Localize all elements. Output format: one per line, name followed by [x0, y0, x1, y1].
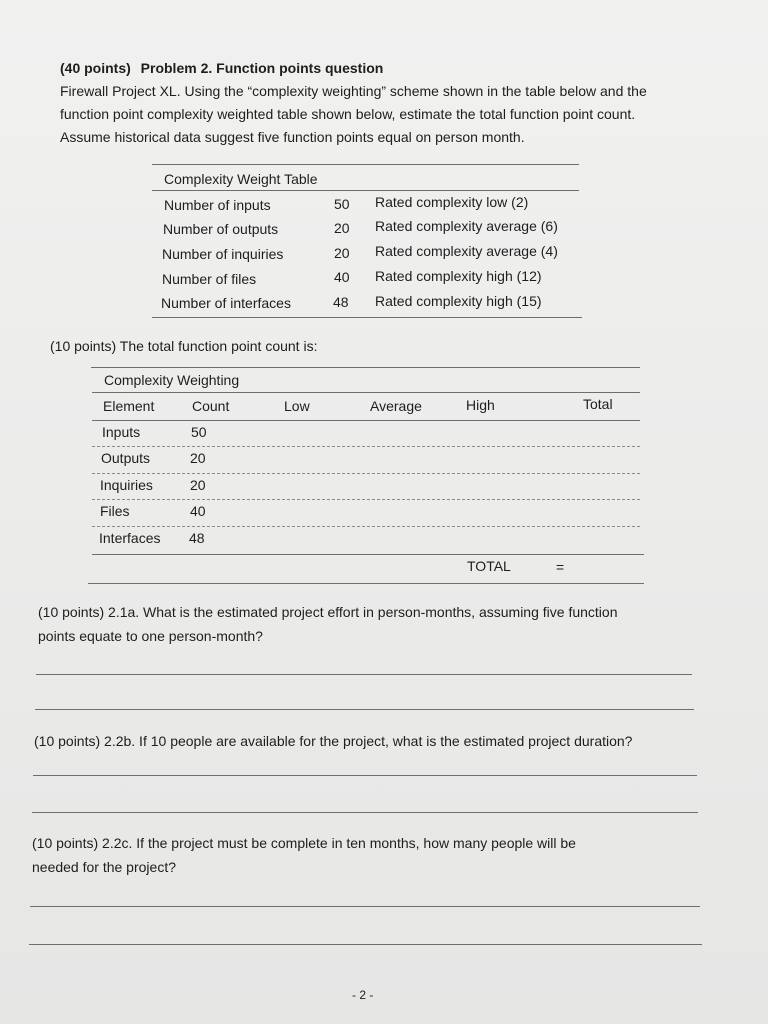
problem-line-1: Firewall Project XL. Using the “complexity weighting” scheme shown in the table below and the: [60, 83, 647, 99]
weight-row-rating: Rated complexity high (12): [375, 268, 542, 284]
weight-row-value: 50: [334, 196, 350, 212]
row-divider: [92, 473, 640, 474]
fp-header-rule: [92, 420, 640, 421]
answer-line-2-1a-1: [36, 674, 692, 675]
weight-row-value: 20: [334, 220, 350, 236]
fp-row-count: 48: [189, 530, 205, 546]
answer-line-2-2c-1: [30, 906, 700, 907]
fp-row-element: Inputs: [102, 424, 141, 440]
question-2-1a-line-2: points equate to one person-month?: [38, 628, 263, 644]
question-total-fp: (10 points) The total function point count is:: [50, 338, 318, 354]
problem-line-2: function point complexity weighted table shown below, estimate the total function point count.: [60, 106, 636, 122]
fp-caption-rule: [92, 392, 640, 393]
problem-heading: [60, 57, 383, 79]
fp-row-count: 40: [190, 503, 206, 519]
fp-row-element: Outputs: [101, 450, 151, 466]
fp-table-bottom-rule: [88, 583, 644, 584]
row-divider: [92, 526, 640, 527]
question-2-1a-line-1: (10 points) 2.1a. What is the estimated project effort in person-months, assuming five function: [38, 604, 618, 620]
fp-row-count: 50: [191, 424, 207, 440]
weight-row-label: Number of interfaces: [161, 295, 291, 311]
fp-row-count: 20: [190, 477, 206, 493]
problem-line-3: Assume historical data suggest five function points equal on person month.: [60, 129, 525, 145]
col-header-low: Low: [284, 398, 310, 414]
weight-row-label: Number of inputs: [164, 197, 271, 213]
weight-row-label: Number of files: [162, 271, 257, 287]
weight-table-header: Complexity Weight Table: [164, 171, 318, 187]
weight-row-rating: Rated complexity low (2): [375, 194, 529, 210]
answer-line-2-2b-1: [33, 775, 697, 776]
weight-row-rating: Rated complexity high (15): [375, 293, 542, 309]
weight-row-value: 20: [334, 245, 350, 261]
problem-points: (40 points): [60, 60, 131, 76]
row-divider: [92, 499, 640, 500]
fp-row-element: Files: [100, 503, 130, 519]
answer-line-2-2c-2: [29, 944, 702, 945]
question-2-2b: (10 points) 2.2b. If 10 people are available for the project, what is the estimated project duration?: [34, 733, 633, 749]
problem-title: Problem 2. Function points question: [140, 60, 384, 76]
fp-row-element: Inquiries: [100, 477, 153, 493]
col-header-count: Count: [192, 398, 230, 414]
weight-row-label: Number of outputs: [163, 221, 279, 237]
question-2-2c-line-2: needed for the project?: [32, 859, 176, 875]
answer-line-2-1a-2: [35, 709, 694, 710]
header-rule: [152, 190, 579, 191]
fp-body-bottom-rule: [92, 554, 644, 555]
fp-table-caption: Complexity Weighting: [104, 372, 240, 388]
answer-line-2-2b-2: [32, 812, 698, 813]
weight-row-value: 48: [333, 294, 349, 310]
col-header-element: Element: [103, 398, 155, 414]
fp-row-element: Interfaces: [99, 530, 161, 546]
page-number: - 2 -: [352, 988, 374, 1002]
total-label: TOTAL: [467, 558, 511, 574]
col-header-total: Total: [583, 396, 613, 412]
question-2-2c-line-1: (10 points) 2.2c. If the project must be complete in ten months, how many people will be: [32, 835, 576, 851]
total-equals: =: [556, 559, 565, 575]
table-bottom-rule: [152, 317, 582, 318]
col-header-high: High: [466, 397, 495, 413]
weight-row-rating: Rated complexity average (6): [375, 218, 558, 234]
col-header-average: Average: [370, 398, 422, 414]
weight-row-label: Number of inquiries: [162, 246, 284, 262]
row-divider: [92, 446, 640, 447]
fp-table-top-rule: [91, 367, 640, 368]
weight-row-rating: Rated complexity average (4): [375, 243, 558, 259]
fp-row-count: 20: [190, 450, 206, 466]
table-top-rule: [152, 164, 579, 165]
weight-row-value: 40: [334, 269, 350, 285]
